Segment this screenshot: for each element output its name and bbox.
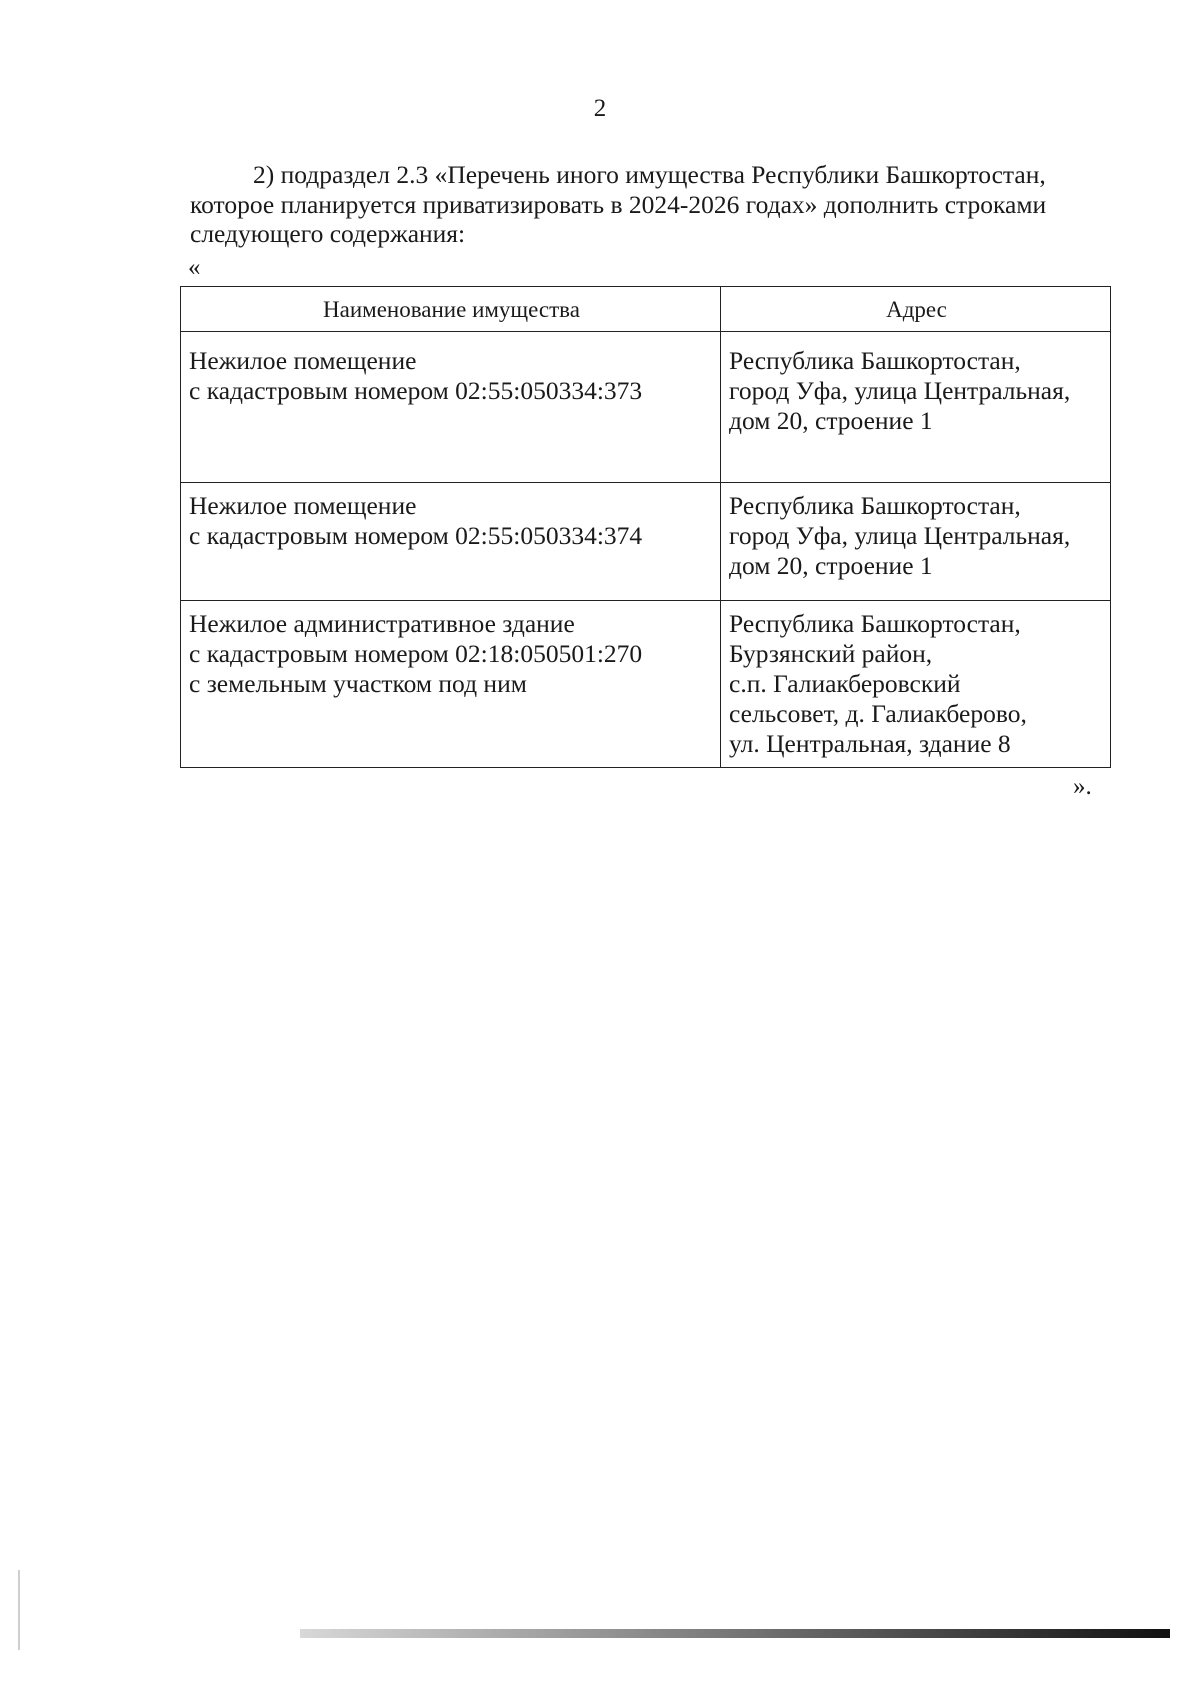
property-address-cell: [721, 601, 1111, 768]
property-name-cell: [181, 332, 721, 483]
table-header-row: [181, 287, 1111, 332]
property-name-cell: [181, 601, 721, 768]
property-address-line: Бурзянский район,: [729, 639, 933, 668]
property-address-line: с.п. Галиакберовский: [729, 669, 961, 698]
intro-paragraph: [190, 160, 1120, 249]
property-name-line: Нежилое помещение: [189, 346, 417, 375]
property-address-line: дом 20, строение 1: [729, 406, 933, 435]
table-row: [181, 332, 1111, 483]
table-row: [181, 483, 1111, 601]
property-address-line: сельсовет, д. Галиакберово,: [729, 699, 1027, 728]
intro-line-1: 2) подраздел 2.3 «Перечень иного имущества Республики Башкортостан,: [253, 160, 1046, 189]
property-table: [180, 286, 1111, 768]
property-name-line: с кадастровым номером 02:55:050334:374: [189, 521, 643, 550]
property-address-cell: [721, 483, 1111, 601]
property-address-line: дом 20, строение 1: [729, 551, 933, 580]
table-row: [181, 601, 1111, 768]
header-address: Адрес: [721, 287, 1111, 332]
property-address-line: Республика Башкортостан,: [729, 609, 1021, 638]
property-address-cell: [721, 332, 1111, 483]
close-quote: ».: [1073, 773, 1092, 800]
intro-line-3: следующего содержания:: [190, 219, 466, 248]
property-address-line: город Уфа, улица Центральная,: [729, 376, 1071, 405]
scan-artifact-edge: [18, 1570, 20, 1650]
property-name-line: с земельным участком под ним: [189, 669, 527, 698]
property-name-cell: [181, 483, 721, 601]
intro-line-2: которое планируется приватизировать в 2024-2026 годах» дополнить строками: [190, 189, 1047, 219]
property-name-line: с кадастровым номером 02:18:050501:270: [189, 639, 643, 668]
property-name-line: с кадастровым номером 02:55:050334:373: [189, 376, 643, 405]
header-name: Наименование имущества: [181, 287, 721, 332]
property-name-line: Нежилое помещение: [189, 491, 417, 520]
page-number: 2: [593, 95, 607, 122]
property-address-line: Республика Башкортостан,: [729, 491, 1021, 520]
property-address-line: Республика Башкортостан,: [729, 346, 1021, 375]
open-quote: «: [188, 254, 201, 281]
property-address-line: ул. Центральная, здание 8: [729, 729, 1011, 758]
scan-artifact-line: [300, 1629, 1170, 1638]
property-address-line: город Уфа, улица Центральная,: [729, 521, 1071, 550]
property-name-line: Нежилое административное здание: [189, 609, 575, 638]
